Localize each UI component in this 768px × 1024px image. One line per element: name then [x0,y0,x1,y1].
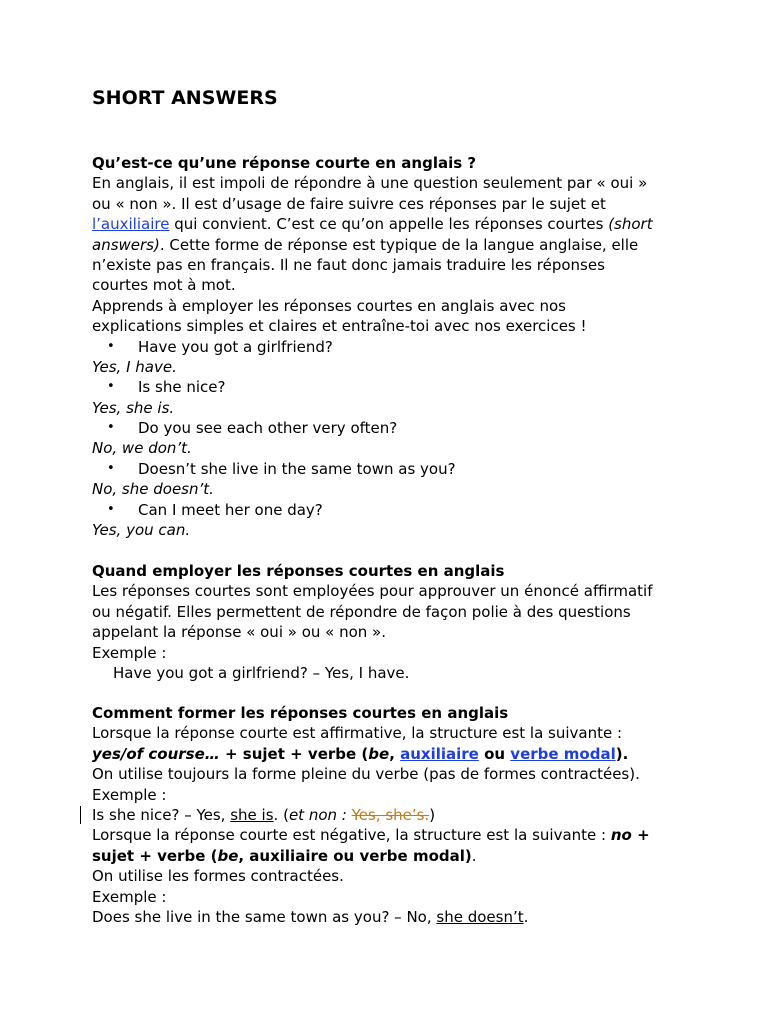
text-cursor [80,806,81,824]
paragraph-line: ou négatif. Elles permettent de répondre de façon polie à des questions [92,602,631,621]
example-line [92,805,682,825]
list-item [92,337,682,357]
paragraph-line: Exemple : [92,785,167,804]
paragraph-text: qui convient. C’est ce qu’on appelle les réponses courtes [169,215,609,234]
paragraph-line: On utilise toujours la forme pleine du verbe (pas de formes contractées). [92,765,640,784]
list-item [92,500,682,520]
example-text: Is she nice? – Yes, [92,805,231,824]
bold-text: no + [610,826,650,845]
example-line: Have you got a girlfriend? – Yes, I have. [113,663,410,682]
paragraph-text: Lorsque la réponse courte est négative, la structure est la suivante : [92,826,611,845]
paragraph-line: Apprends à employer les réponses courtes en anglais avec nos [92,296,567,315]
formula-line [92,744,682,764]
answer-text: No, she doesn’t. [92,480,214,499]
italic-text: (short [608,215,653,234]
section-how [92,703,682,927]
paragraph-line: Les réponses courtes sont employées pour approuver un énoncé affirmatif [92,582,653,601]
underlined-text: she doesn’t [436,907,524,926]
question-text: Doesn’t she live in the same town as you? [138,459,456,478]
auxiliaire-link[interactable]: l’auxiliaire [92,215,170,234]
auxiliaire-link[interactable]: auxiliaire [400,744,479,763]
section-heading: Comment former les réponses courtes en anglais [92,704,509,722]
answer-text: Yes, you can. [92,521,191,540]
answer-text: No, we don’t. [92,439,192,458]
example-text: ) [429,805,436,824]
paragraph-line: ou « non ». Il est d’usage de faire suivre ces réponses par le sujet et [92,194,606,213]
paragraph-text: . Cette forme de réponse est typique de la langue anglaise, elle [159,235,639,254]
example-line [92,907,682,927]
paragraph-line: Lorsque la réponse courte est affirmative, la structure est la suivante : [92,724,623,743]
formula-text: be [368,744,390,763]
paragraph-line: Exemple : [92,887,167,906]
example-text: Does she live in the same town as you? – No, [92,907,437,926]
question-text: Can I meet her one day? [138,500,323,519]
paragraph-line: appelant la réponse « oui » ou « non ». [92,623,387,642]
section-heading: Qu’est-ce qu’une réponse courte en anglais ? [92,154,477,172]
formula-text: be [217,846,239,865]
list-item [92,418,682,438]
formula-text: , auxiliaire ou verbe modal) [238,846,472,865]
paragraph-line: explications simples et claires et entraîne-toi avec nos exercices ! [92,317,587,336]
paragraph-line [92,235,682,255]
question-text: Do you see each other very often? [138,419,398,438]
formula-text: yes/of course… [92,744,220,763]
formula-line [92,846,682,866]
example-text: . [523,907,529,926]
formula-text: , [389,744,401,763]
paragraph-line [92,214,682,234]
formula-text: ou [478,744,511,763]
paragraph-line: On utilise les formes contractées. [92,867,344,886]
italic-text: et non : [288,805,352,824]
page-title: SHORT ANSWERS [92,87,278,109]
formula-text: ). [615,744,629,763]
formula-text: . [471,846,477,865]
list-item [92,459,682,479]
paragraph-line: En anglais, il est impoli de répondre à une question seulement par « oui » [92,174,648,193]
paragraph-line [92,825,682,845]
paragraph-line: n’existe pas en français. Il ne faut donc jamais traduire les réponses [92,255,605,274]
paragraph-line: courtes mot à mot. [92,276,236,295]
formula-text: sujet + verbe ( [92,846,218,865]
example-text: . ( [273,805,289,824]
answer-text: Yes, she is. [92,398,175,417]
underlined-text: she is [230,805,274,824]
section-what-is [92,153,682,540]
formula-text: + sujet + verbe ( [219,744,369,763]
italic-text: answers) [92,235,160,254]
list-item [92,377,682,397]
strikethrough-text: Yes, she’s. [351,805,430,824]
section-when [92,561,682,683]
verbe-modal-link[interactable]: verbe modal [510,744,616,763]
paragraph-line: Exemple : [92,643,167,662]
section-heading: Quand employer les réponses courtes en anglais [92,562,505,580]
answer-text: Yes, I have. [92,357,177,376]
question-text: Have you got a girlfriend? [138,337,333,356]
question-text: Is she nice? [138,378,226,397]
